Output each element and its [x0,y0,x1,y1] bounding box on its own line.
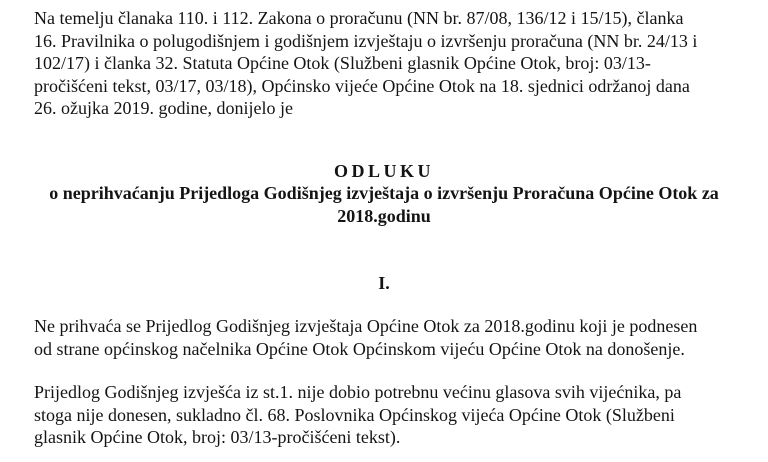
text-line: Prijedlog Godišnjeg izvješća iz st.1. nije dobio potrebnu većinu glasova svih vijećnika, pa [34,382,682,402]
text-line: glasnik Općine Otok, broj: 03/13-pročišćeni tekst). [34,427,401,447]
text-line: od strane općinskog načelnika Općine Otok Općinskom vijeću Općine Otok na donošenje. [34,338,685,359]
decision-heading: ODLUKU [333,161,434,181]
text-line: Ne prihvaća se Prijedlog Godišnjeg izvještaja Općine Otok za 2018.godinu koji je podnesen [34,316,698,336]
text-line: Na temelju članaka 110. i 112. Zakona o proračunu (NN br. 87/08, 136/12 i 15/15), članka [34,8,684,28]
decision-subject [0,182,768,227]
text-line: pročišćeni tekst, 03/17, 03/18), Općinsko vijeće Općine Otok na 18. sjednici održanoj dana [34,75,690,96]
section-paragraph-2 [34,381,681,449]
text-line: 26. ožujka 2019. godine, donijelo je [34,98,293,118]
text-line: stoga nije donesen, sukladno čl. 68. Poslovnika Općinskog vijeća Općine Otok (Službeni [34,404,675,425]
legal-basis-paragraph [34,7,697,120]
section-paragraph-1 [34,315,697,360]
text-line: o neprihvaćanju Prijedloga Godišnjeg izvještaja o izvršenju Proračuna Općine Otok za [49,183,719,203]
section-number: I. [378,273,390,293]
text-line: 102/17) i članka 32. Statuta Općine Otok (Službeni glasnik Općine Otok, broj: 03/13- [34,53,651,73]
text-line: 2018.godinu [337,205,431,226]
text-line: 16. Pravilnika o polugodišnjem i godišnjem izvještaju o izvršenju proračuna (NN br. 24/13 i [34,30,698,51]
